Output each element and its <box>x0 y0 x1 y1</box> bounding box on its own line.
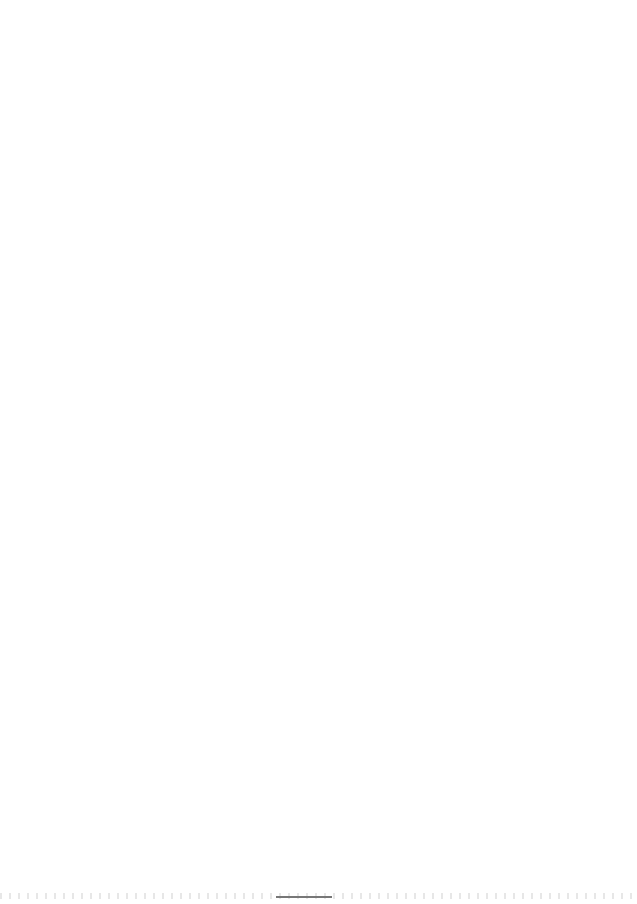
footer-underline <box>276 896 332 898</box>
